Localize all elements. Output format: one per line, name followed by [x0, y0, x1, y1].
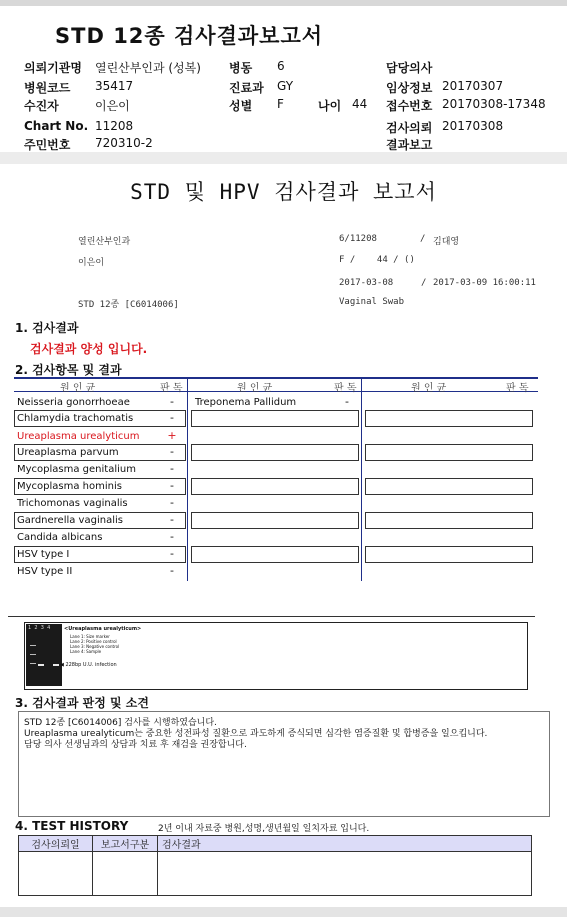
gel-legend-line: Lane 2: Positive control [70, 639, 117, 644]
department-label: 진료과 [229, 81, 264, 95]
reported-separator: / [421, 278, 427, 288]
age-label: 나이 [318, 99, 342, 113]
receipt-no-value: 20170308-17348 [442, 97, 546, 111]
col-header-result-1: 판 독 [160, 383, 183, 394]
gel-band [53, 664, 59, 666]
clinical-info-label: 임상정보 [386, 81, 433, 95]
gel-band-label-text: 228bp U.U. infection [65, 662, 117, 668]
gel-band [30, 654, 36, 655]
clinical-info-value: 20170307 [442, 79, 504, 93]
opinion-line: 담당 의사 선생님과의 상담과 치료 후 재검을 권장합니다. [24, 740, 247, 750]
empty-item-box [191, 410, 359, 427]
report-title: STD 12종 검사결과보고서 [55, 24, 324, 48]
gel-lane-numbers: 1 2 3 4 [28, 625, 51, 631]
item-name: Ureaplasma parvum [17, 447, 119, 458]
section3-heading: 3. 검사결과 판정 및 소견 [15, 696, 149, 710]
resident-no-label: 주민번호 [24, 138, 71, 152]
history-empty-row [19, 852, 532, 896]
col-header-pathogen-1: 원 인 균 [60, 383, 96, 394]
gel-legend [70, 634, 119, 654]
section-divider [8, 616, 535, 617]
id-number: 6/11208 [339, 234, 377, 244]
ward-label: 병동 [229, 61, 253, 75]
sex-label: 성별 [229, 99, 253, 113]
col-header-pathogen-3: 원 인 균 [411, 383, 447, 394]
sex-age: F / 44 / () [339, 255, 415, 265]
history-cell [93, 852, 158, 896]
hospital-code-label: 병원코드 [24, 81, 71, 95]
item-result: - [170, 462, 174, 475]
item-result: - [170, 395, 174, 408]
top-border [0, 0, 567, 6]
section4-heading: 4. TEST HISTORY [15, 819, 129, 833]
subreport-title: STD 및 HPV 검사결과 보고서 [130, 180, 437, 204]
result-report-label: 결과보고 [386, 138, 433, 152]
institution-value: 열린산부인과 (성복) [95, 61, 201, 75]
empty-item-box [191, 512, 359, 529]
empty-item-box [191, 546, 359, 563]
empty-item-box [365, 444, 533, 461]
item-result: - [170, 479, 174, 492]
gel-legend-line: Lane 4: Sample [70, 649, 102, 654]
gel-image-frame [24, 622, 528, 690]
institution-label: 의뢰기관명 [24, 61, 82, 75]
sex-value: F [277, 97, 284, 111]
history-col-report-type: 보고서구분 [93, 836, 158, 852]
item-name: Trichomonas vaginalis [17, 498, 128, 509]
received-date: 2017-03-08 [339, 278, 394, 288]
item-name: Gardnerella vaginalis [17, 515, 123, 526]
test-history-table [18, 835, 532, 896]
specimen: Vaginal Swab [339, 297, 405, 307]
table-col-divider-2 [361, 377, 362, 581]
item-result: - [170, 564, 174, 577]
clinic-name: 열린산부인과 [78, 237, 131, 247]
chart-no-value: 11208 [95, 119, 134, 133]
test-name: STD 12종 [C6014006] [78, 300, 179, 310]
empty-item-box [365, 410, 533, 427]
empty-item-box [365, 478, 533, 495]
test-request-label: 검사의뢰 [386, 121, 433, 135]
history-header-row [19, 836, 532, 852]
receipt-no-label: 접수번호 [386, 99, 433, 113]
gel-legend-line: Lane 1: Size marker [70, 634, 110, 639]
item-name: Chlamydia trachomatis [17, 413, 134, 424]
item-result: - [170, 513, 174, 526]
gel-electrophoresis-image [26, 624, 62, 686]
item-name: Mycoplasma hominis [17, 481, 122, 492]
col-header-result-2: 판 독 [334, 383, 357, 394]
page-separator [0, 152, 567, 164]
empty-item-box [191, 444, 359, 461]
gel-band [38, 664, 44, 666]
chart-no-label: Chart No. [24, 119, 89, 133]
history-col-request-date: 검사의뢰일 [19, 836, 93, 852]
doctor-label: 담당의사 [386, 61, 433, 75]
gel-band [30, 663, 36, 664]
item-result: - [170, 547, 174, 560]
item-name: Treponema Pallidum [195, 397, 297, 408]
gel-caption: <Ureaplasma urealyticum> [64, 626, 142, 632]
item-result-positive: + [167, 429, 177, 442]
history-cell [19, 852, 93, 896]
doctor-separator: / [420, 234, 426, 244]
doctor-name: 김대영 [433, 237, 460, 247]
col-header-result-3: 판 독 [506, 383, 529, 394]
item-name: HSV type II [17, 566, 73, 577]
department-value: GY [277, 79, 294, 93]
resident-no-value: 720310-2 [95, 136, 153, 150]
age-value: 44 [352, 97, 368, 111]
gel-legend-line: Lane 3: Negative control [70, 644, 120, 649]
empty-item-box [365, 546, 533, 563]
opinion-line: Ureaplasma urealyticum는 중요한 성전파성 질환으로 과도하게 증식되면 심각한 염증질환 및 합병증을 일으킵니다. [24, 729, 488, 739]
opinion-line: STD 12종 [C6014006] 검사를 시행하였습니다. [24, 718, 217, 728]
section2-heading: 2. 검사항목 및 결과 [15, 363, 122, 377]
positive-result-text: 검사결과 양성 입니다. [30, 342, 148, 356]
table-col-divider-1 [187, 377, 188, 581]
gel-band [30, 645, 36, 646]
item-name: Candida albicans [17, 532, 103, 543]
item-name-positive: Ureaplasma urealyticum [17, 431, 140, 442]
item-result: - [170, 445, 174, 458]
patient-name: 이은이 [78, 258, 105, 268]
ward-value: 6 [277, 59, 285, 73]
history-cell [158, 852, 532, 896]
item-name: Mycoplasma genitalium [17, 464, 136, 475]
bottom-border [0, 907, 567, 917]
gel-band-label: ◀ 228bp U.U. infection [60, 662, 117, 668]
test-request-value: 20170308 [442, 119, 504, 133]
history-col-result: 검사결과 [158, 836, 532, 852]
empty-item-box [191, 478, 359, 495]
patient-label: 수진자 [24, 99, 59, 113]
history-note: 2년 이내 자료중 병원,성명,생년월일 일치자료 입니다. [158, 824, 370, 834]
col-header-pathogen-2: 원 인 균 [237, 383, 273, 394]
item-result: - [170, 411, 174, 424]
item-name: Neisseria gonorrhoeae [17, 397, 130, 408]
patient-value: 이은이 [95, 99, 130, 113]
item-result: - [345, 395, 349, 408]
item-name: HSV type I [17, 549, 70, 560]
empty-item-box [365, 512, 533, 529]
item-result: - [170, 496, 174, 509]
section1-heading: 1. 검사결과 [15, 321, 79, 335]
hospital-code-value: 35417 [95, 79, 134, 93]
item-result: - [170, 530, 174, 543]
reported-datetime: 2017-03-09 16:00:11 [433, 278, 536, 288]
